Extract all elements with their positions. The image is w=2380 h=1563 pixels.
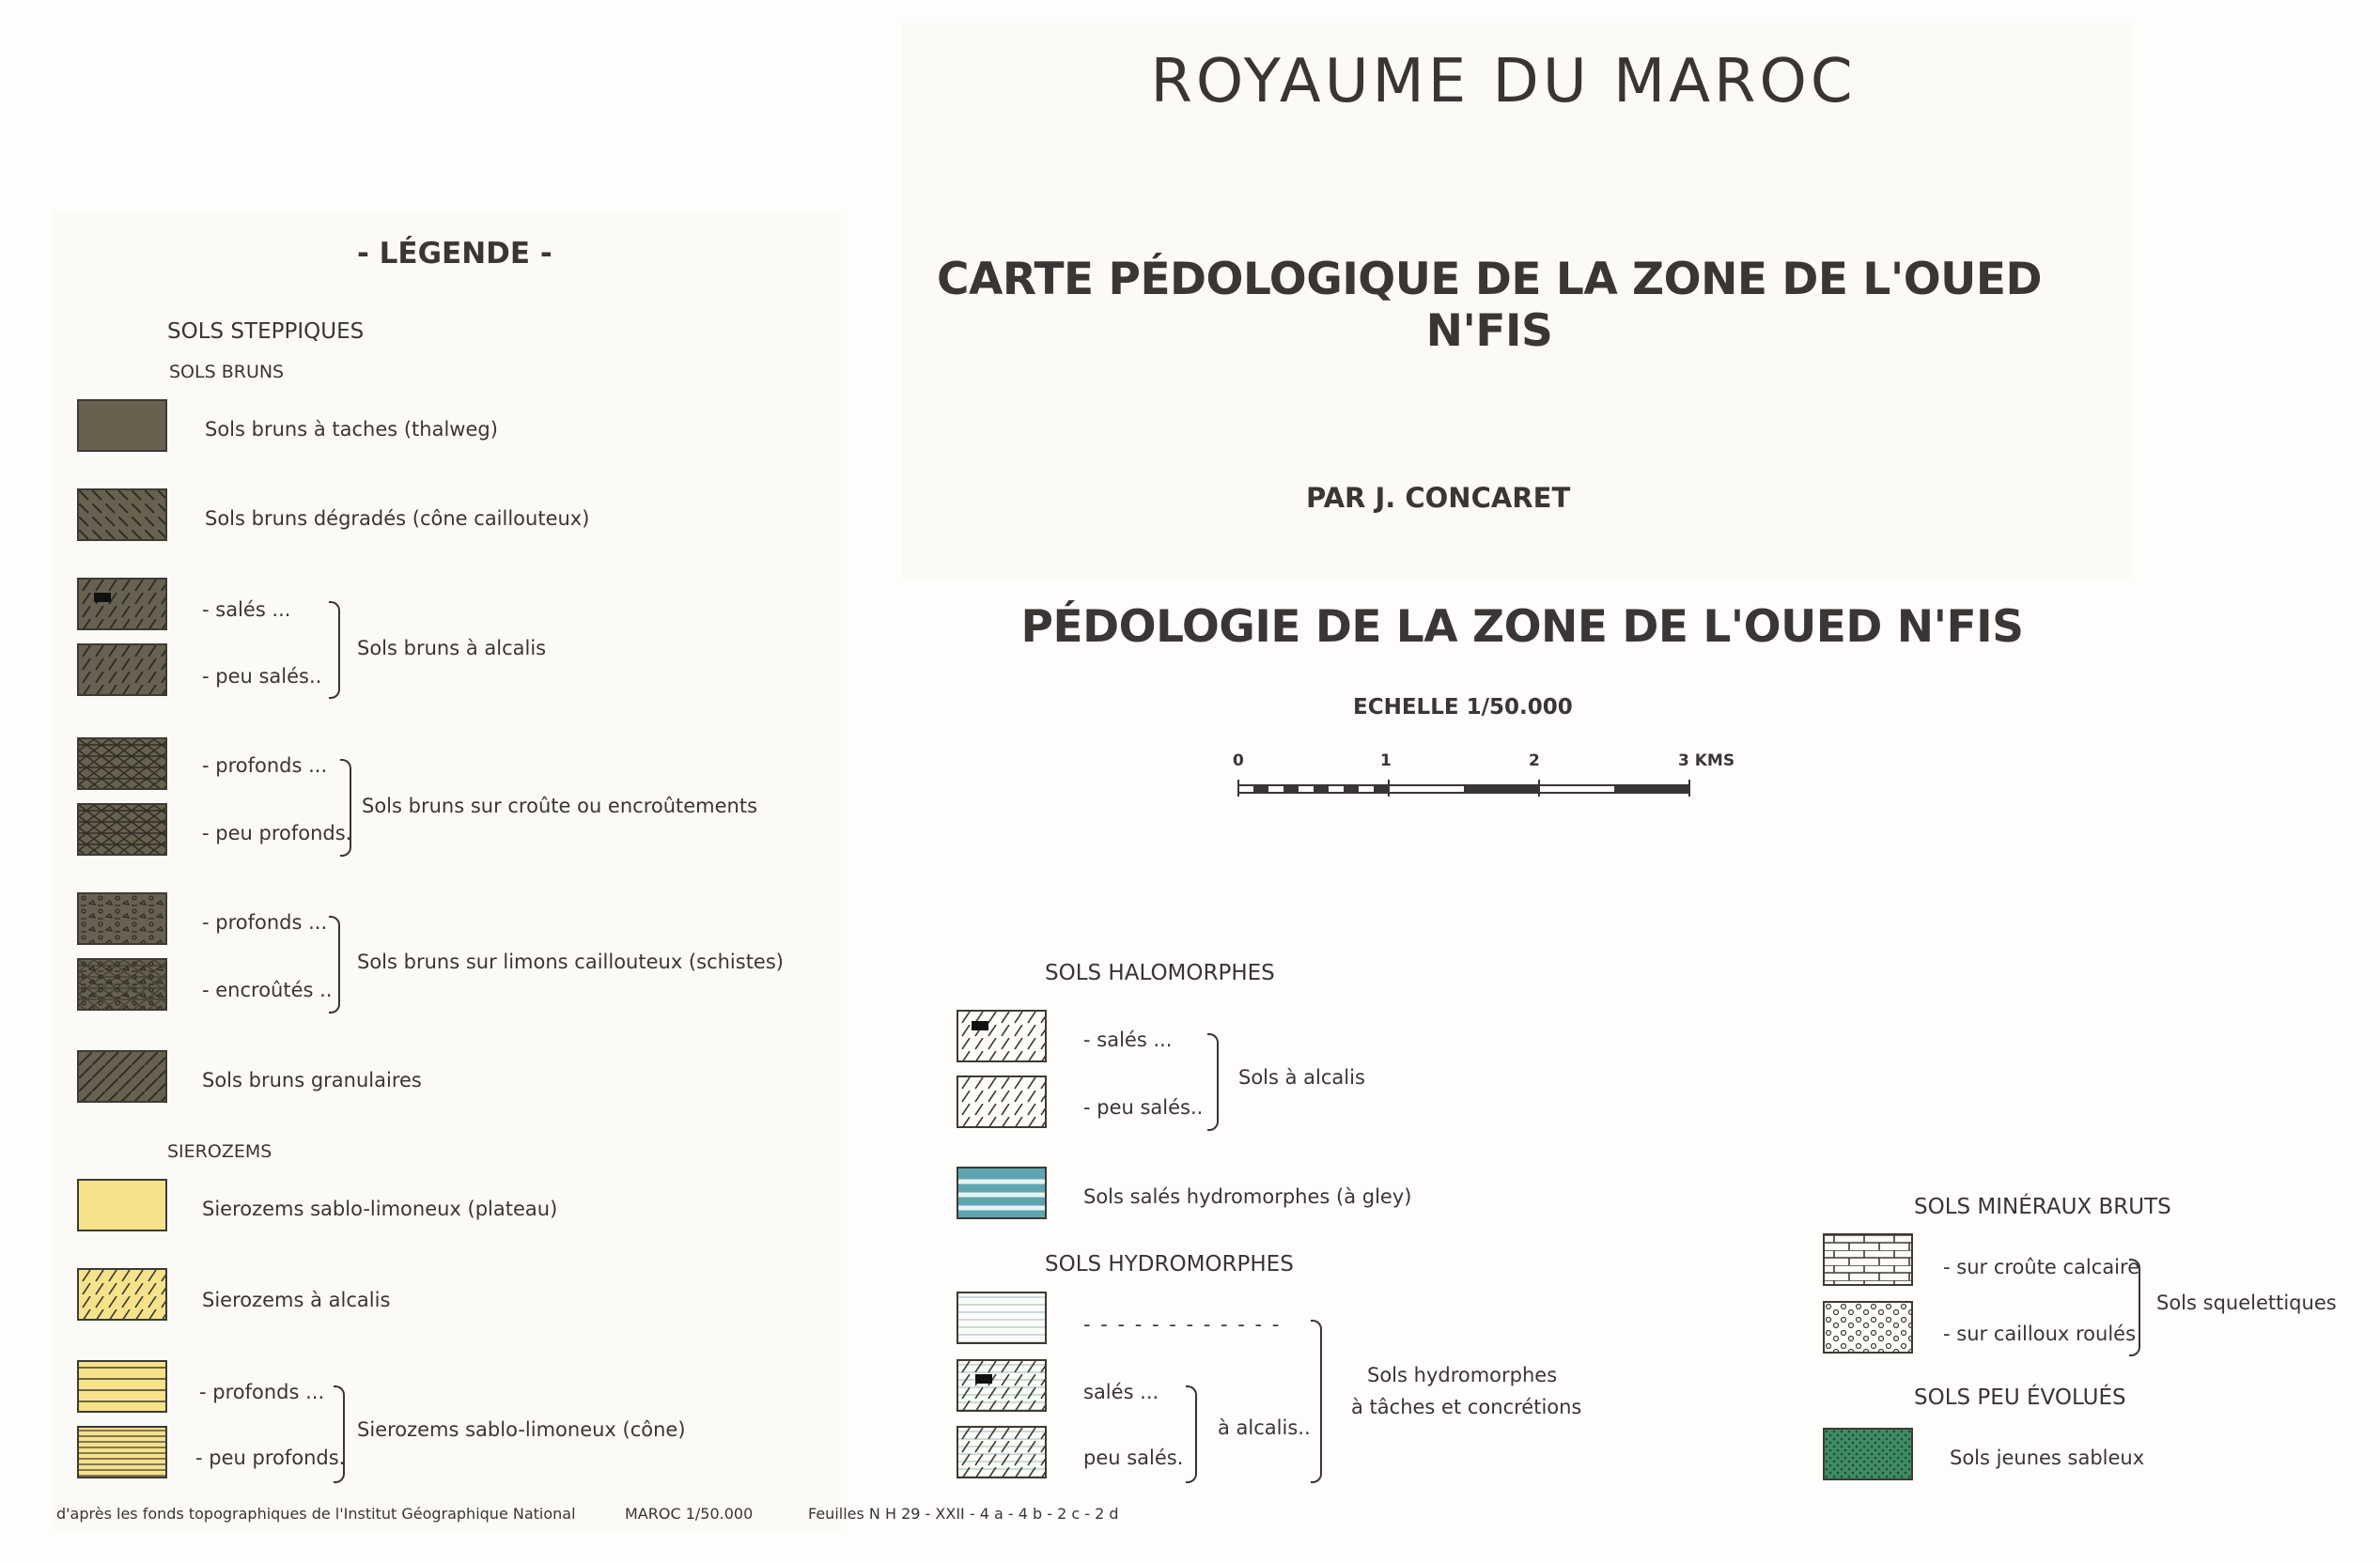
heading-sols-mineraux-bruts: SOLS MINÉRAUX BRUTS	[1914, 1195, 2171, 1219]
swatch-mineraux-cailloux	[1823, 1301, 1913, 1354]
label-croute-peu-profonds: - peu profonds.	[202, 822, 352, 844]
swatch-hydro-plain	[957, 1292, 1047, 1344]
swatch-halo-gley	[957, 1167, 1047, 1219]
label-bruns-croute: Sols bruns sur croûte ou encroûtements	[362, 795, 758, 817]
brace-mineraux	[2129, 1259, 2140, 1356]
heading-sols-bruns: SOLS BRUNS	[169, 362, 285, 382]
swatch-bruns-croute-peu-profonds	[77, 803, 167, 856]
map-subtitle: PÉDOLOGIE DE LA ZONE DE L'OUED N'FIS	[1020, 601, 2024, 653]
label-bruns-granulaires: Sols bruns granulaires	[202, 1069, 422, 1091]
label-limons-profonds: - profonds ...	[202, 911, 328, 934]
legend-panel	[52, 211, 841, 1531]
label-halo-gley: Sols salés hydromorphes (à gley)	[1083, 1185, 1412, 1208]
footer-sheets: Feuilles N H 29 - XXII - 4 a - 4 b - 2 c - 2 d	[808, 1505, 1119, 1523]
label-limons-encroutes: - encroûtés ..	[202, 979, 333, 1001]
label-sierozems-peu-profonds: - peu profonds.	[195, 1447, 346, 1469]
swatch-bruns-limons-encroutes	[77, 958, 167, 1011]
brace-sierozems-cone	[334, 1385, 345, 1483]
brace-hydro-alcalis	[1186, 1385, 1197, 1483]
swatch-peu-evolues-sableux	[1823, 1428, 1913, 1480]
label-sierozems-plateau: Sierozems sablo-limoneux (plateau)	[202, 1198, 558, 1220]
label-bruns-alcalis: Sols bruns à alcalis	[357, 637, 547, 659]
brace-bruns-alcalis	[329, 601, 340, 699]
swatch-bruns-croute-profonds	[77, 737, 167, 790]
label-halo-peu-sales: - peu salés..	[1083, 1096, 1204, 1119]
heading-sols-hydromorphes: SOLS HYDROMORPHES	[1045, 1252, 1294, 1277]
legend-title: - LÉGENDE -	[357, 237, 552, 271]
label-mineraux-croute: - sur croûte calcaire	[1943, 1256, 2140, 1278]
swatch-bruns-sales	[77, 578, 167, 630]
label-bruns-thalweg: Sols bruns à taches (thalweg)	[205, 418, 498, 441]
label-bruns-sales: - salés ...	[202, 598, 291, 621]
heading-sols-halomorphes: SOLS HALOMORPHES	[1045, 961, 1275, 985]
swatch-sierozems-cone-profonds	[77, 1360, 167, 1413]
label-hydro-alcalis: à alcalis..	[1218, 1416, 1311, 1439]
scale-label: ECHELLE 1/50.000	[1353, 695, 1573, 720]
heading-sierozems: SIEROZEMS	[167, 1141, 272, 1162]
swatch-bruns-limons-profonds	[77, 892, 167, 945]
swatch-hydro-peu-sales	[957, 1426, 1047, 1478]
swatch-sierozems-cone-peu-profonds	[77, 1426, 167, 1478]
label-bruns-peu-sales: - peu salés..	[202, 665, 322, 688]
footer-map: MAROC 1/50.000	[625, 1505, 754, 1523]
swatch-bruns-degrades	[77, 488, 167, 541]
scale-tick-0: 0	[1233, 751, 1244, 770]
swatch-bruns-granulaires	[77, 1050, 167, 1103]
swatch-mineraux-croute	[1823, 1233, 1913, 1286]
swatch-halo-sales	[957, 1010, 1047, 1062]
label-hydro-sales: salés ...	[1083, 1381, 1159, 1403]
label-mineraux-cailloux: - sur cailloux roulés	[1943, 1323, 2137, 1345]
map-title: CARTE PÉDOLOGIQUE DE LA ZONE DE L'OUED N'FIS	[937, 254, 2042, 357]
scale-tick-3: 3 KMS	[1678, 751, 1735, 770]
label-hydro-group-1: Sols hydromorphes	[1367, 1364, 1558, 1386]
label-halo-sales: - salés ...	[1083, 1029, 1173, 1051]
country-name: ROYAUME DU MAROC	[1150, 47, 1857, 116]
label-peu-evolues-sableux: Sols jeunes sableux	[1950, 1447, 2145, 1469]
label-sierozems-cone: Sierozems sablo-limoneux (cône)	[357, 1418, 686, 1441]
brace-bruns-limons	[329, 916, 340, 1014]
swatch-sierozems-plateau	[77, 1179, 167, 1231]
swatch-bruns-peu-sales	[77, 643, 167, 696]
brace-hydro-group	[1311, 1320, 1322, 1483]
brace-bruns-croute	[340, 759, 351, 857]
swatch-halo-peu-sales	[957, 1076, 1047, 1128]
map-author: PAR J. CONCARET	[1306, 482, 1571, 514]
heading-sols-steppiques: SOLS STEPPIQUES	[167, 319, 365, 344]
swatch-bruns-thalweg	[77, 399, 167, 452]
label-sierozems-alcalis: Sierozems à alcalis	[202, 1289, 391, 1311]
label-hydro-dashes: - - - - - - - - - - - -	[1083, 1313, 1282, 1336]
swatch-sierozems-alcalis	[77, 1268, 167, 1321]
label-hydro-group-2: à tâches et concrétions	[1351, 1396, 1582, 1418]
label-hydro-peu-sales: peu salés.	[1083, 1447, 1184, 1469]
swatch-hydro-sales	[957, 1359, 1047, 1412]
label-halo-alcalis: Sols à alcalis	[1238, 1066, 1365, 1089]
scale-tick-1: 1	[1380, 751, 1392, 770]
scale-bar	[1231, 772, 1701, 800]
label-mineraux-group: Sols squelettiques	[2156, 1292, 2337, 1314]
label-croute-profonds: - profonds ...	[202, 754, 328, 777]
footer-source: d'après les fonds topographiques de l'Institut Géographique National	[56, 1505, 576, 1523]
label-bruns-degrades: Sols bruns dégradés (cône caillouteux)	[205, 507, 590, 530]
heading-sols-peu-evolues: SOLS PEU ÉVOLUÉS	[1914, 1385, 2126, 1410]
label-sierozems-profonds: - profonds ...	[199, 1381, 325, 1403]
label-bruns-limons: Sols bruns sur limons caillouteux (schistes)	[357, 951, 784, 973]
brace-halo-alcalis	[1207, 1033, 1219, 1131]
scale-tick-2: 2	[1529, 751, 1540, 770]
